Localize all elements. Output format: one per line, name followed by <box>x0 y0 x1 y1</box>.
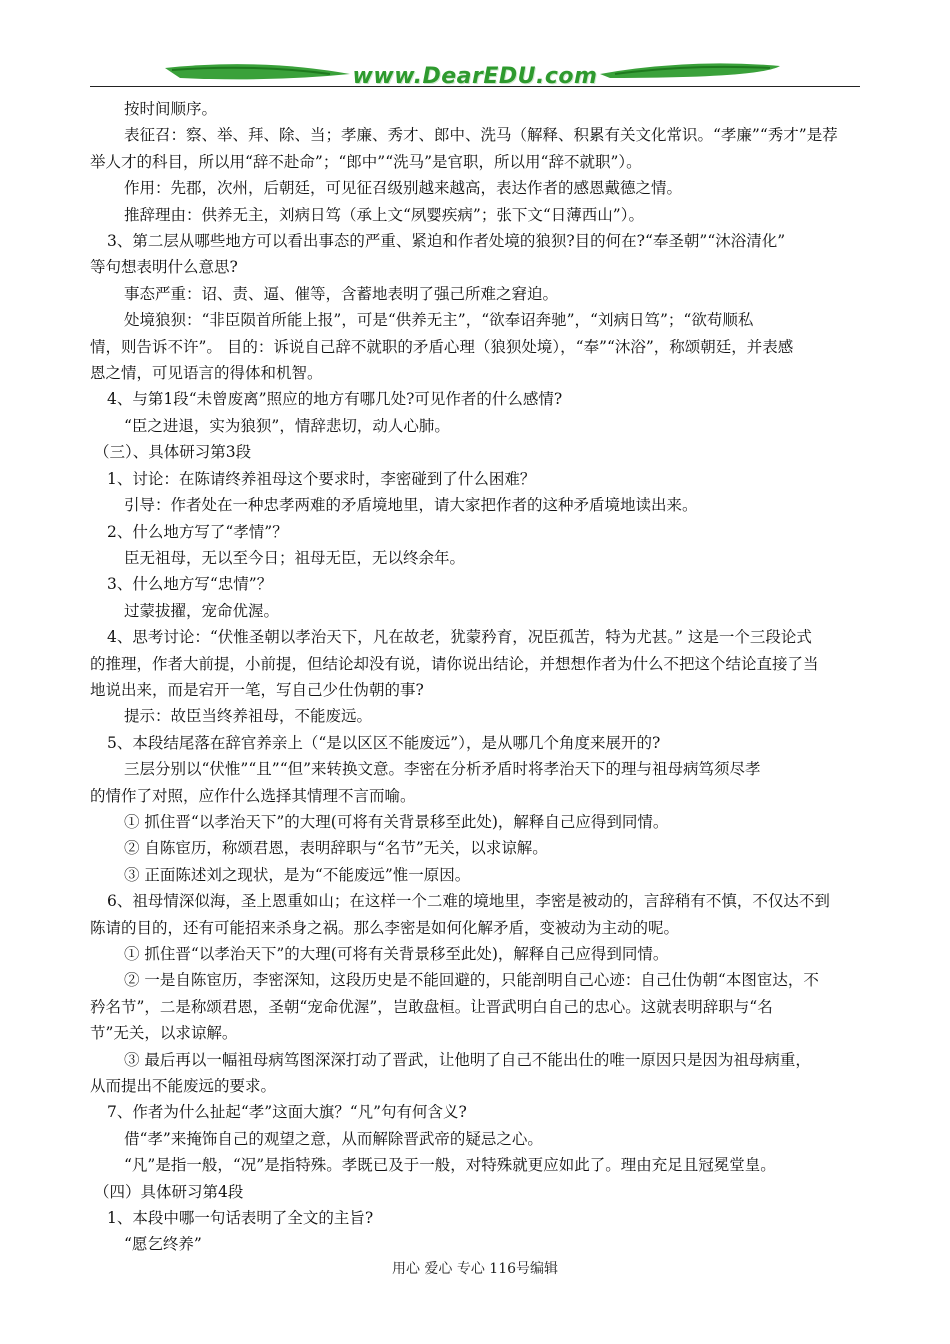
text-line: 处境狼狈：“非臣陨首所能上报”，可是“供养无主”，“欲奉诏奔驰”，“刘病日笃”；“欲苟顺私 <box>124 311 754 330</box>
text-line: “愿乞终养” <box>124 1235 202 1254</box>
text-line: 5、本段结尾落在辞官养亲上（“是以区区不能废远”），是从哪几个角度来展开的? <box>107 733 661 752</box>
text-line: ① 抓住晋“以孝治天下”的大理(可将有关背景移至此处)，解释自己应得到同情。 <box>124 812 669 831</box>
text-line: 矜名节”，二是称颂君恩，圣朝“宠命优渥”，岂敢盘桓。让晋武明白自己的忠心。这就表明辞职与“名 <box>90 997 773 1016</box>
text-line: 情，则告诉不许”。 目的：诉说自己辞不就职的矛盾心理（狼狈处境），“奉”“沐浴”，称颂朝廷，并表感 <box>90 337 794 356</box>
text-line: ② 自陈宦历，称颂君恩，表明辞职与“名节”无关，以求谅解。 <box>124 839 548 858</box>
text-line: “凡”是指一般，“况”是指特殊。孝既已及于一般，对特殊就更应如此了。理由充足且冠冕堂皇。 <box>124 1156 776 1175</box>
text-line: 的情作了对照，应作什么选择其情理不言而喻。 <box>90 786 416 805</box>
text-line: “臣之进退，实为狼狈”，情辞悲切，动人心肺。 <box>124 416 450 435</box>
text-line: 表征召：察、举、拜、除、当；孝廉、秀才、郎中、洗马（解释、积累有关文化常识。“孝廉”“秀才”是荐 <box>124 126 838 145</box>
text-line: 4、思考讨论：“伏惟圣朝以孝治天下，凡在故老，犹蒙矜育，况臣孤苦，特为尤甚。” 这是一个三段论式 <box>107 628 812 647</box>
text-line: 从而提出不能废远的要求。 <box>90 1077 277 1096</box>
text-line: ③ 正面陈述刘之现状，是为“不能废远”惟一原因。 <box>124 865 471 884</box>
text-line: 陈请的目的，还有可能招来杀身之祸。那么李密是如何化解矛盾，变被动为主动的呢。 <box>90 918 680 937</box>
text-line: 3、什么地方写“忠情”？ <box>107 575 273 594</box>
text-line: 6、祖母情深似海，圣上恩重如山；在这样一个二难的境地里，李密是被动的，言辞稍有不慎，不仅达不到 <box>107 892 830 911</box>
text-line: （四）具体研习第4段 <box>94 1182 244 1201</box>
document-body <box>90 96 862 1258</box>
text-line: 推辞理由：供养无主，刘病日笃（承上文“夙婴疾病”；张下文“日薄西山”）。 <box>124 205 644 224</box>
text-line: 2、什么地方写了“孝情”？ <box>107 522 288 541</box>
text-line: 臣无祖母，无以至今日；祖母无臣，无以终余年。 <box>124 548 466 567</box>
text-line: 4、与第1段“未曾废离”照应的地方有哪几处?可见作者的什么感情? <box>107 390 563 409</box>
text-line: 引导：作者处在一种忠孝两难的矛盾境地里，请大家把作者的这种矛盾境地读出来。 <box>124 496 698 515</box>
text-line: 过蒙拔擢，宠命优渥。 <box>124 601 280 620</box>
text-line: （三）、具体研习第3段 <box>94 443 252 462</box>
text-line: 作用：先郡，次州，后朝廷，可见征召级别越来越高，表达作者的感恩戴德之情。 <box>124 179 683 198</box>
text-line: 地说出来，而是宕开一笔，写自己少仕伪朝的事? <box>90 680 424 699</box>
page-footer: 用心 爱心 专心 116号编辑 <box>391 1261 559 1277</box>
text-line: 1、讨论：在陈请终养祖母这个要求时，李密碰到了什么困难？ <box>107 469 536 488</box>
text-line: 借“孝”来掩饰自己的观望之意，从而解除晋武帝的疑忌之心。 <box>124 1129 543 1148</box>
text-line: 恩之情，可见语言的得体和机智。 <box>90 364 323 383</box>
text-line: 的推理，作者大前提，小前提，但结论却没有说，请你说出结论，并想想作者为什么不把这个结论直接了当 <box>90 654 819 673</box>
text-line: 3、第二层从哪些地方可以看出事态的严重、紧迫和作者处境的狼狈?目的何在?“奉圣朝”“沐浴清化” <box>107 232 786 251</box>
text-line: 举人才的科目，所以用“辞不赴命”；“郎中”“洗马”是官职，所以用“辞不就职”）。 <box>90 152 642 171</box>
text-line: ③ 最后再以一幅祖母病笃图深深打动了晋武，让他明了自己不能出仕的唯一原因只是因为祖母病重， <box>124 1050 811 1069</box>
site-logo-text: www.DearEDU.com <box>352 64 598 89</box>
text-line: 等句想表明什么意思? <box>90 258 238 277</box>
text-line: 三层分别以“伏惟”“且”“但”来转换文意。李密在分析矛盾时将孝治天下的理与祖母病笃须尽孝 <box>124 760 761 779</box>
text-line: 7、作者为什么扯起“孝”这面大旗？“凡”句有何含义? <box>107 1103 467 1122</box>
text-line: 1、本段中哪一句话表明了全文的主旨? <box>107 1209 374 1228</box>
text-line: 提示：故臣当终养祖母，不能废远。 <box>124 707 373 726</box>
text-line: 事态严重：诏、责、逼、催等，含蓄地表明了强己所难之窘迫。 <box>124 284 559 303</box>
text-line: 节”无关，以求谅解。 <box>90 1024 238 1043</box>
text-line: 按时间顺序。 <box>124 100 218 118</box>
header-divider <box>90 86 860 87</box>
text-line: ① 抓住晋“以孝治天下”的大理(可将有关背景移至此处)，解释自己应得到同情。 <box>124 945 669 963</box>
text-line: ② 一是自陈宦历，李密深知，这段历史是不能回避的，只能剖明自己心迹：自己仕伪朝“本图宦达，不 <box>124 971 819 990</box>
